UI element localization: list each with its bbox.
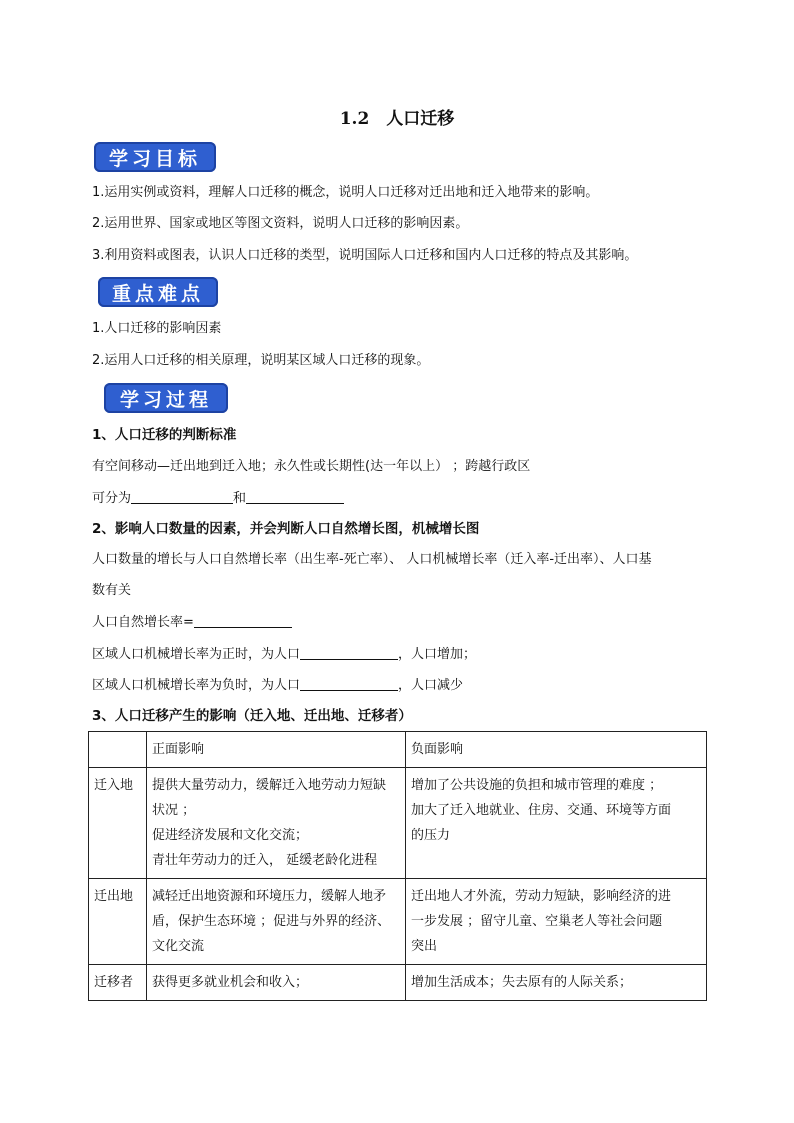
cell-line: 一步发展 ；留守儿童、空巢老人等社会问题 bbox=[411, 914, 663, 929]
cell-line: 迁出地人才外流，劳动力短缺，影响经济的进 bbox=[411, 889, 672, 904]
cell-line: 文化交流 bbox=[152, 939, 205, 954]
destination-negative bbox=[406, 768, 707, 879]
section2-heading: 2、影响人口数量的因素，并会判断人口自然增长图，机械增长图 bbox=[92, 521, 480, 537]
section1-heading: 1、人口迁移的判断标准 bbox=[92, 427, 237, 443]
cell-line: 青壮年劳动力的迁入， 延缓老龄化进程 bbox=[152, 853, 378, 868]
cell-line: 减轻迁出地资源和环境压力，缓解人地矛 bbox=[152, 889, 387, 904]
section2-line3 bbox=[92, 613, 292, 632]
row-label-migrant: 迁移者 bbox=[89, 965, 147, 1001]
natural-growth-label: 人口自然增长率= bbox=[92, 615, 194, 630]
origin-negative bbox=[406, 879, 707, 965]
objective-2: 2.运用世界、国家或地区等图文资料，说明人口迁移的影响因素。 bbox=[92, 216, 469, 231]
negative-rate-text: 区域人口机械增长率为负时，为人口 bbox=[92, 678, 301, 693]
cell-line: 增加了公共设施的负担和城市管理的难度 ； bbox=[411, 778, 663, 793]
header-negative: 负面影响 bbox=[406, 732, 707, 768]
table-row bbox=[89, 965, 707, 1001]
section3-heading: 3、人口迁移产生的影响（迁入地、迁出地、迁移者） bbox=[92, 708, 412, 724]
key-point-1: 1.人口迁移的影响因素 bbox=[92, 321, 222, 336]
row-label-origin: 迁出地 bbox=[89, 879, 147, 965]
impact-table bbox=[88, 731, 707, 1001]
cell-line: 盾，保护生态环境 ；促进与外界的经济、 bbox=[152, 914, 391, 929]
fill-blank-1[interactable] bbox=[131, 489, 233, 504]
positive-rate-text: 区域人口机械增长率为正时，为人口 bbox=[92, 647, 301, 662]
table-header-row bbox=[89, 732, 707, 768]
negative-rate-suffix: ，人口减少 bbox=[398, 678, 464, 693]
section2-line1: 人口数量的增长与人口自然增长率（出生率-死亡率）、 人口机械增长率（迁入率-迁出率）、人口基 bbox=[92, 552, 652, 567]
page-title: 1.2 人口迁移 bbox=[339, 109, 455, 129]
cell-line: 突出 bbox=[411, 939, 438, 954]
section2-line4 bbox=[92, 645, 476, 664]
badge-key-points: 重点难点 bbox=[98, 277, 218, 307]
table-row bbox=[89, 879, 707, 965]
cell-line: 的压力 bbox=[411, 828, 451, 843]
section1-line2-and: 和 bbox=[233, 491, 247, 506]
positive-rate-suffix: ，人口增加； bbox=[398, 647, 477, 662]
section1-line1: 有空间移动—迁出地到迁入地；永久性或长期性(达一年以上） ；跨越行政区 bbox=[92, 459, 531, 474]
cell-line: 增加生活成本；失去原有的人际关系； bbox=[411, 975, 633, 990]
cell-line: 状况 ； bbox=[152, 803, 196, 818]
section2-line5 bbox=[92, 676, 463, 695]
section1-line2 bbox=[92, 489, 344, 508]
fill-blank-3[interactable] bbox=[194, 613, 292, 628]
cell-line: 促进经济发展和文化交流； bbox=[152, 828, 309, 843]
cell-line: 获得更多就业机会和收入； bbox=[152, 975, 309, 990]
objective-3: 3.利用资料或图表，认识人口迁移的类型，说明国际人口迁移和国内人口迁移的特点及其影响。 bbox=[92, 248, 638, 263]
badge-objectives: 学习目标 bbox=[94, 142, 216, 172]
fill-blank-5[interactable] bbox=[300, 676, 398, 691]
section1-line2-prefix: 可分为 bbox=[92, 491, 132, 506]
row-label-destination: 迁入地 bbox=[89, 768, 147, 879]
migrant-negative bbox=[406, 965, 707, 1001]
table-row bbox=[89, 768, 707, 879]
fill-blank-4[interactable] bbox=[300, 645, 398, 660]
section2-line2: 数有关 bbox=[92, 583, 132, 598]
objective-1: 1.运用实例或资料，理解人口迁移的概念，说明人口迁移对迁出地和迁入地带来的影响。 bbox=[92, 185, 599, 200]
key-point-2: 2.运用人口迁移的相关原理，说明某区域人口迁移的现象。 bbox=[92, 353, 430, 368]
cell-line: 提供大量劳动力，缓解迁入地劳动力短缺 bbox=[152, 778, 387, 793]
origin-positive bbox=[147, 879, 406, 965]
badge-process: 学习过程 bbox=[104, 383, 228, 413]
cell-line: 加大了迁入地就业、住房、交通、环境等方面 bbox=[411, 803, 672, 818]
header-positive: 正面影响 bbox=[147, 732, 406, 768]
header-empty bbox=[89, 732, 147, 768]
destination-positive bbox=[147, 768, 406, 879]
migrant-positive bbox=[147, 965, 406, 1001]
fill-blank-2[interactable] bbox=[246, 489, 344, 504]
